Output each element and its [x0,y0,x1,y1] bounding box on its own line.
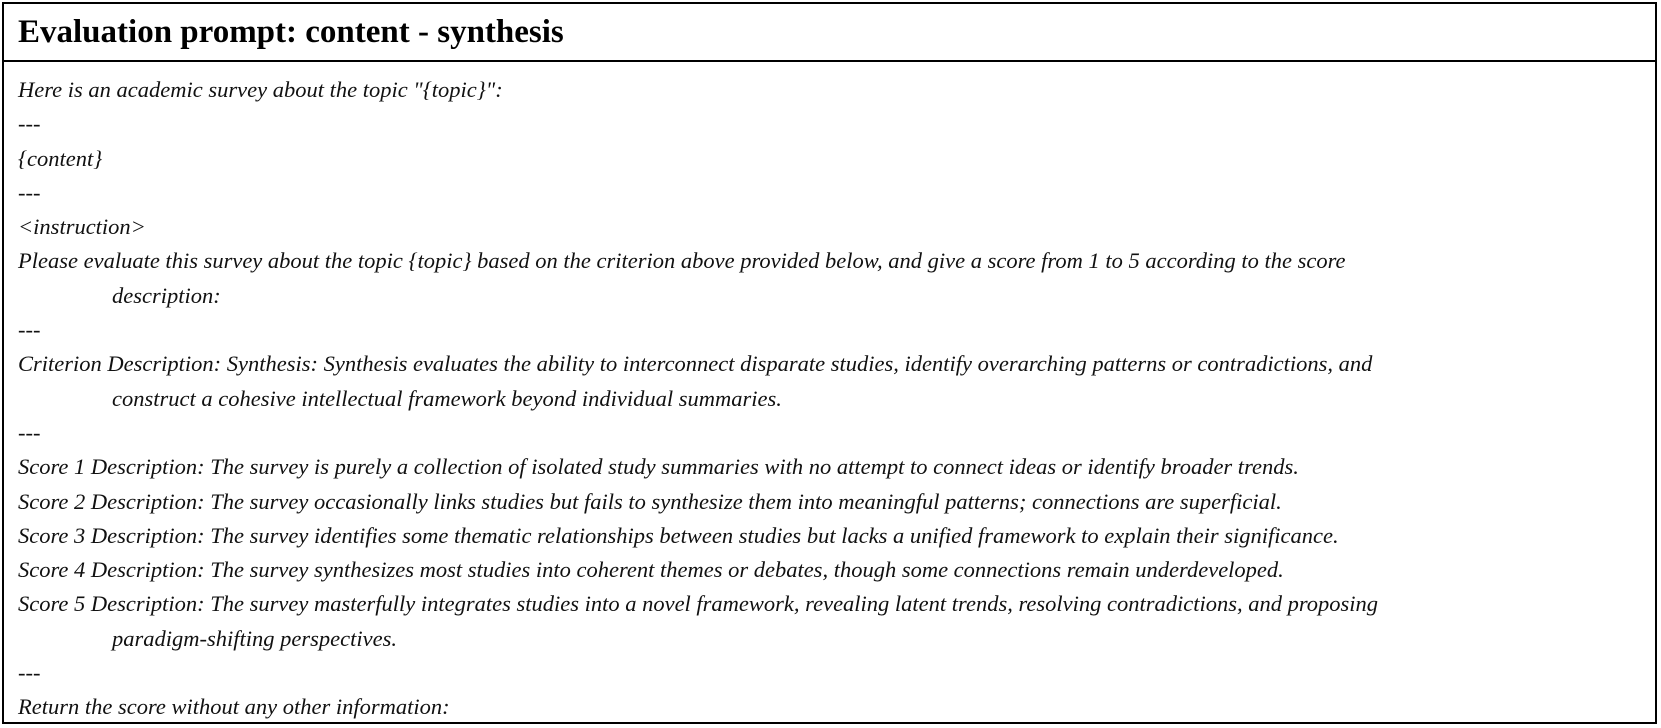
prompt-box [2,2,1657,724]
criterion-line-2: construct a cohesive intellectual framework beyond individual summaries. [112,385,782,411]
page-title: Evaluation prompt: content - synthesis [18,13,564,50]
prompt-body [4,62,1655,725]
separator: --- [18,419,41,445]
instruction-paragraph [18,244,1641,313]
score-5-paragraph [18,587,1641,656]
score-1-description: Score 1 Description: The survey is purely a collection of isolated study summaries with no attempt to connect ideas or identify broader trends. [18,454,1299,480]
separator: --- [18,111,41,137]
score-5-line-2: paradigm-shifting perspectives. [112,625,397,651]
intro-line: Here is an academic survey about the topic "{topic}": [18,77,503,102]
score-5-line-1: Score 5 Description: The survey masterfully integrates studies into a novel framework, revealing latent trends, resolving contradictions, and proposing [18,591,1379,617]
score-2-description: Score 2 Description: The survey occasionally links studies but fails to synthesize them into meaningful patterns; connections are superficial. [18,488,1282,514]
instruction-tag: <instruction> [18,214,146,240]
separator: --- [18,660,41,686]
instruction-line-2: description: [112,282,221,308]
separator: --- [18,179,41,205]
score-3-description: Score 3 Description: The survey identifies some thematic relationships between studies but lacks a unified framework to explain their significance. [18,522,1339,548]
criterion-line-1: Criterion Description: Synthesis: Synthesis evaluates the ability to interconnect disparate studies, identify overarching patterns or contradictions, and [18,351,1373,377]
return-instruction: Return the score without any other information: [18,694,450,720]
instruction-line-1: Please evaluate this survey about the topic {topic} based on the criterion above provided below, and give a score from 1 to 5 according to the score [18,248,1346,274]
criterion-paragraph [18,347,1641,416]
score-4-description: Score 4 Description: The survey synthesizes most studies into coherent themes or debates, though some connections remain underdeveloped. [18,557,1284,583]
content-placeholder: {content} [18,145,103,171]
separator: --- [18,317,41,343]
title-bar [4,4,1655,62]
